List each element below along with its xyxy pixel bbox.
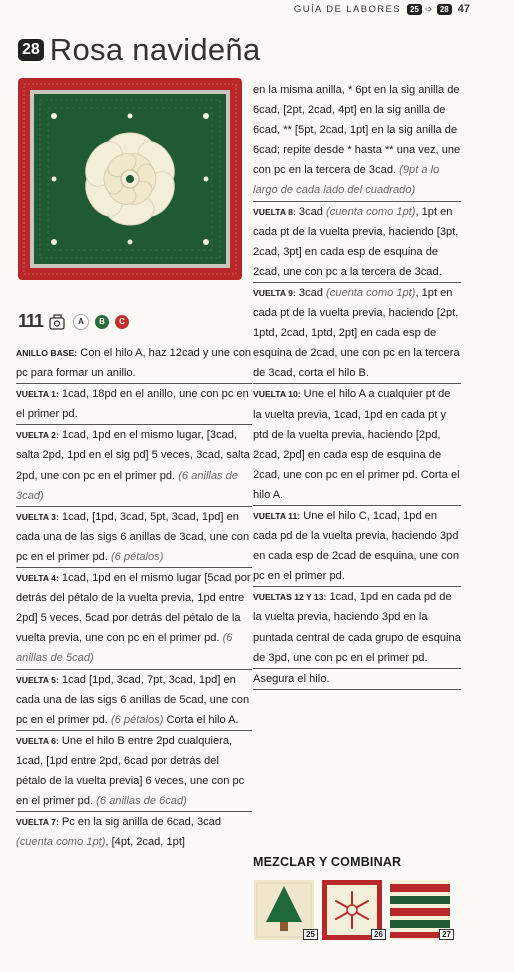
- yarn-a-badge: A: [73, 314, 89, 330]
- legend-row: [18, 311, 129, 332]
- step-round-10: VUELTA 10: Une el hilo A a cualquier pt de la vuelta previa, 1cad, 1pd en cada pt y ptd de la vuelta previa, haciendo [2pd, 2cad, 2pd] en cada esp de esquina de 2cad, une con pc en el primer pd. Corta el hilo A.: [253, 384, 461, 506]
- step-finish: Asegura el hilo.: [253, 669, 461, 690]
- mix-item-26[interactable]: [322, 880, 382, 940]
- mix-item-25[interactable]: [254, 880, 314, 940]
- range-start-badge: 25: [407, 4, 422, 15]
- range-end-badge: 28: [437, 4, 452, 15]
- step-round-11: VUELTA 11: Une el hilo C, 1cad, 1pd en cada pd de la vuelta previa, haciendo 3pd en cada esp de 2cad de esquina, une con pc en el primer pd.: [253, 506, 461, 587]
- instructions-right: [253, 80, 461, 690]
- rose-square-icon: [16, 76, 244, 282]
- step-round-6: VUELTA 6: Une el hilo B entre 2pd cualquiera, 1cad, [1pd entre 2pd, 6cad por detrás del pétalo de la vuelta previa] 6 veces, une con pc en el primer pd. (6 anillas de 6cad): [16, 731, 252, 812]
- guide-label: GUÍA DE LABORES: [293, 3, 401, 15]
- mix-item-number: 25: [303, 929, 318, 940]
- step-round-4: VUELTA 4: 1cad, 1pd en el mismo lugar [5cad por detrás del pétalo de la vuelta previa, 1pd entre 2pd] 5 veces, 5cad por detrás del pétalo de la vuelta previa, une con pc en el primer pd. (6 anillas de 5cad): [16, 568, 252, 669]
- mix-and-match-list: [254, 880, 450, 940]
- mix-item-number: 27: [439, 929, 454, 940]
- mix-and-match-title: MEZCLAR Y COMBINAR: [253, 855, 402, 869]
- pattern-heading: [18, 32, 261, 68]
- granny-square-photo: [16, 76, 244, 282]
- hook-icon: [49, 314, 67, 330]
- step-round-5: VUELTA 5: 1cad [1pd, 3cad, 7pt, 3cad, 1pd] en cada una de las sigs 6 anillas de 5cad, une con pc en el primer pd. (6 pétalos) Corta el hilo A.: [16, 670, 252, 731]
- page-header: [0, 0, 514, 18]
- step-round-3: VUELTA 3: 1cad, [1pd, 3cad, 5pt, 3cad, 1pd] en cada una de las sigs 6 anillas de 3cad, une con pc en el primer pd. (6 pétalos): [16, 507, 252, 568]
- page-title: Rosa navideña: [49, 32, 261, 67]
- step-round-9: VUELTA 9: 3cad (cuenta como 1pt), 1pt en cada pt de la vuelta previa, haciendo [2pt, 1ptd, 2cad, 1ptd, 2pt] en cada esp de esquina de 2cad, une con pc en la tercera de 3cad, corta el hilo B.: [253, 283, 461, 384]
- mix-item-number: 26: [371, 929, 386, 940]
- step-round-1: VUELTA 1: 1cad, 18pd en el anillo, une con pc en el primer pd.: [16, 384, 252, 425]
- yarn-c-badge: C: [115, 315, 129, 329]
- step-round-7: VUELTA 7: Pc en la sig anilla de 6cad, 3cad (cuenta como 1pt), [4pt, 2cad, 1pt]: [16, 816, 222, 849]
- step-rounds-12-13: VUELTAS 12 Y 13: 1cad, 1pd en cada pd de la vuelta previa, haciendo 3pd en la puntada central de cada grupo de esquina de 3pd, une con pc en el primer pd.: [253, 587, 461, 668]
- step-base-ring: ANILLO BASE: Con el hilo A, haz 12cad y une con pc para formar un anillo.: [16, 343, 252, 384]
- step-round-2: VUELTA 2: 1cad, 1pd en el mismo lugar, [3cad, salta 2pd, 1pd en el sig pd] 5 veces, 3cad, salta 2pd, une con pc en el primer pd. (6 anillas de 3cad): [16, 425, 252, 506]
- step-round-8: VUELTA 8: 3cad (cuenta como 1pt), 1pt en cada pt de la vuelta previa, haciendo [3pt, 2cad, 3pt] en cada esp de esquina de 2cad, une con pc a la tercera de 3cad.: [253, 202, 461, 283]
- mix-item-27[interactable]: [390, 880, 450, 940]
- yarn-b-badge: B: [95, 315, 109, 329]
- difficulty-icon: 111: [18, 311, 44, 331]
- pattern-number: 28: [18, 39, 44, 61]
- instructions-left: [16, 343, 252, 852]
- arrow-right-icon: ➩: [424, 3, 434, 14]
- page-number: 47: [457, 3, 470, 15]
- step-round-7-cont: en la misma anilla, * 6pt en la sig anilla de 6cad, [2pt, 2cad, 4pt] en la sig anilla de 6cad, ** [5pt, 2cad, 1pt] en la sig anilla de 6cad; repite desde * hasta ** una vez, une con pc en la tercera de 3cad. (9pt a lo largo de cada lado del cuadrado): [253, 80, 461, 202]
